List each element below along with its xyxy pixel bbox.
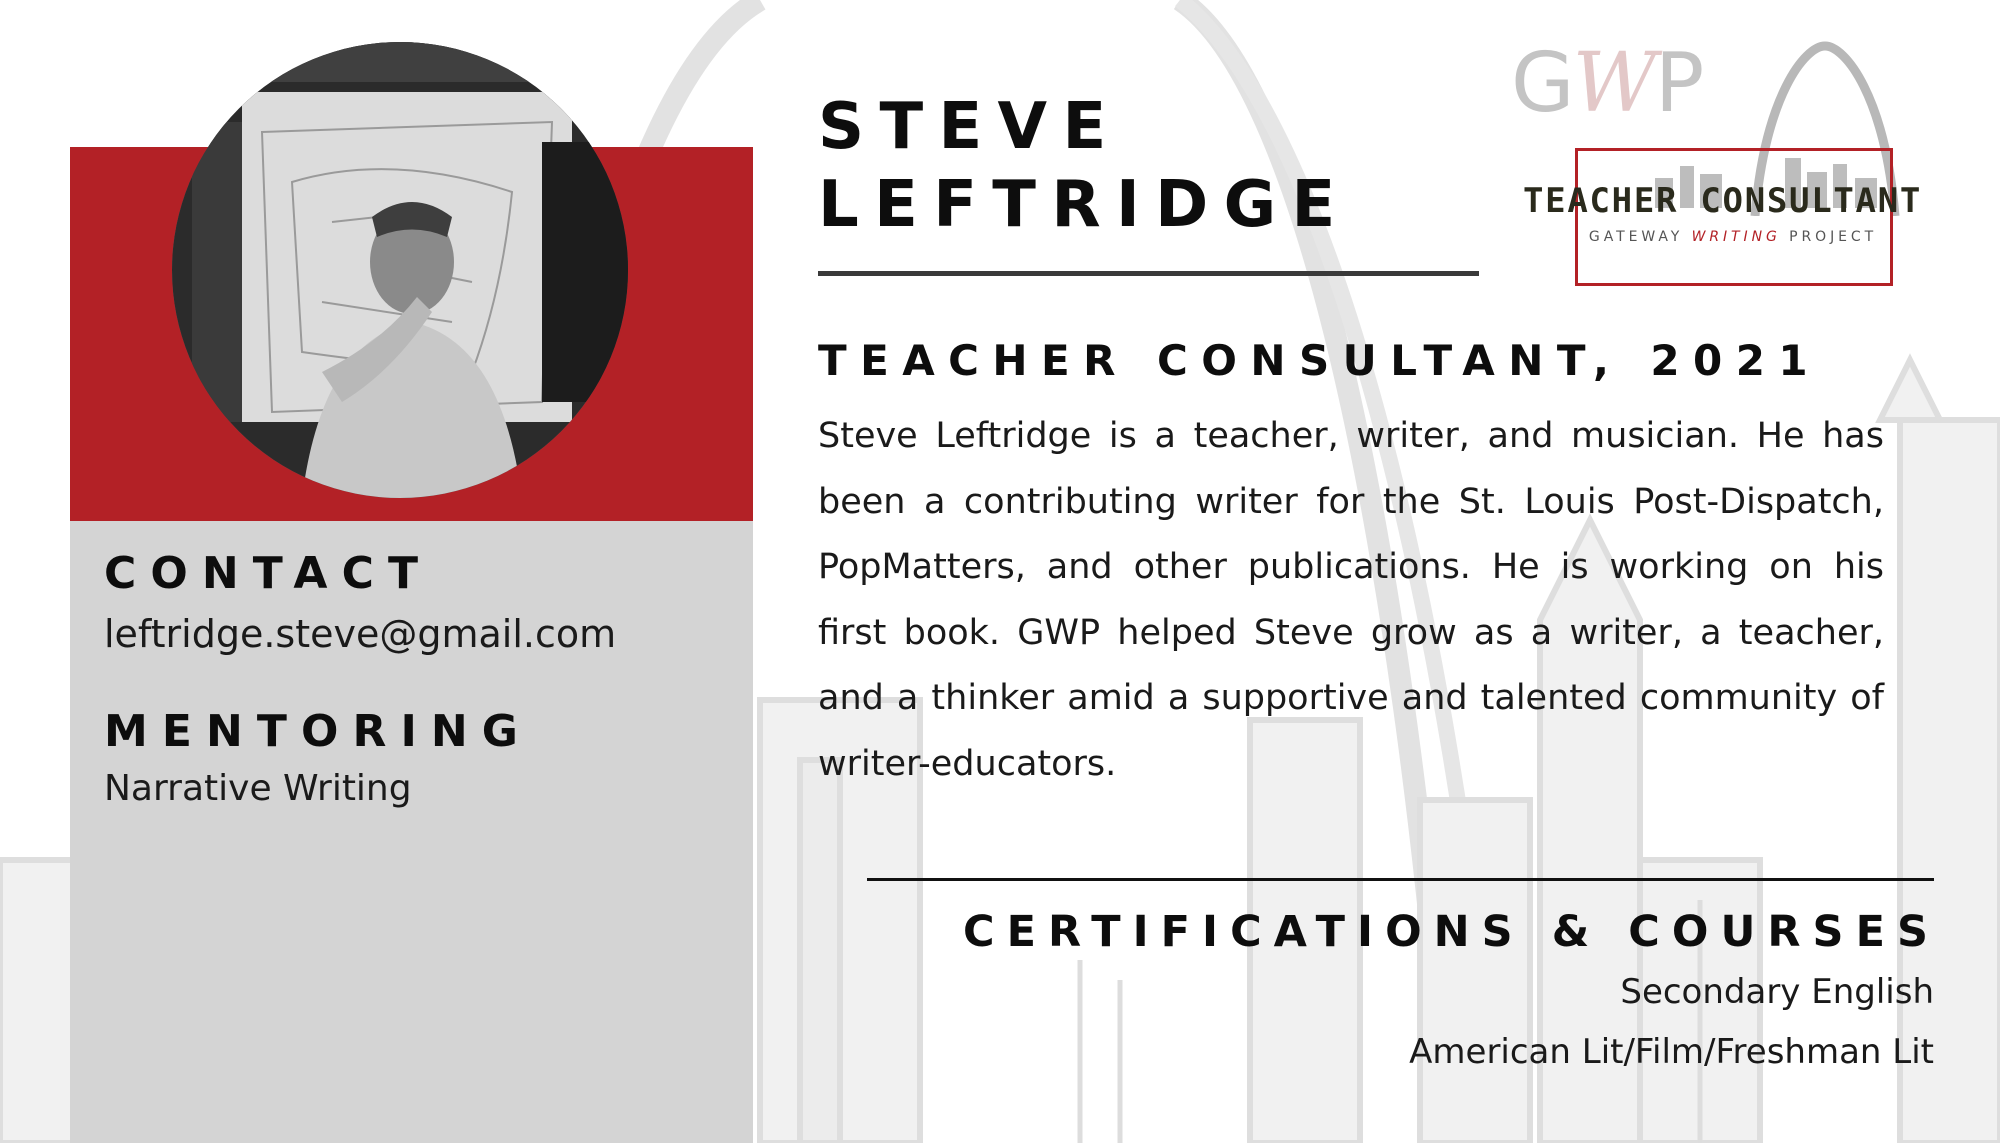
certifications-heading: CERTIFICATIONS & COURSES bbox=[962, 907, 1940, 957]
certifications-divider bbox=[867, 878, 1934, 881]
certifications-list bbox=[1409, 962, 1934, 1082]
gwp-letter-g: G bbox=[1511, 36, 1573, 131]
name-divider bbox=[818, 271, 1479, 276]
mentoring-value: Narrative Writing bbox=[104, 768, 412, 809]
role-heading: TEACHER CONSULTANT, 2021 bbox=[818, 336, 1822, 385]
mentoring-heading: MENTORING bbox=[104, 706, 532, 757]
logo-subtitle-highlight: WRITING bbox=[1691, 229, 1781, 245]
gwp-letters bbox=[1511, 36, 1702, 131]
certification-item: Secondary English bbox=[1620, 972, 1934, 1012]
gwp-letter-p: P bbox=[1654, 36, 1703, 131]
bio-text: Steve Leftridge is a teacher, writer, and musician. He has been a contributing writer for the St. Louis Post-Dispatch, PopMatters, and other publications. He is working on his first book. GWP helped Steve grow as a writer, a teacher, and a thinker amid a supportive and talented community of writer-educators. bbox=[818, 416, 1884, 784]
logo-title: TEACHER CONSULTANT bbox=[1523, 181, 1923, 221]
person-name-line1: STEVE bbox=[818, 90, 1122, 164]
person-name bbox=[818, 88, 1351, 244]
logo-subtitle-part: PROJECT bbox=[1780, 229, 1878, 245]
profile-photo bbox=[172, 42, 628, 498]
logo-subtitle-part: GATEWAY bbox=[1588, 229, 1692, 245]
contact-heading: CONTACT bbox=[104, 548, 433, 599]
contact-email[interactable]: leftridge.steve@gmail.com bbox=[104, 612, 617, 656]
logo-subtitle bbox=[1577, 229, 1889, 245]
gwp-letter-w: W bbox=[1572, 36, 1655, 131]
gwp-logo bbox=[1505, 36, 1935, 286]
certification-item: American Lit/Film/Freshman Lit bbox=[1409, 1032, 1934, 1072]
person-name-line2: LEFTRIDGE bbox=[818, 168, 1351, 242]
